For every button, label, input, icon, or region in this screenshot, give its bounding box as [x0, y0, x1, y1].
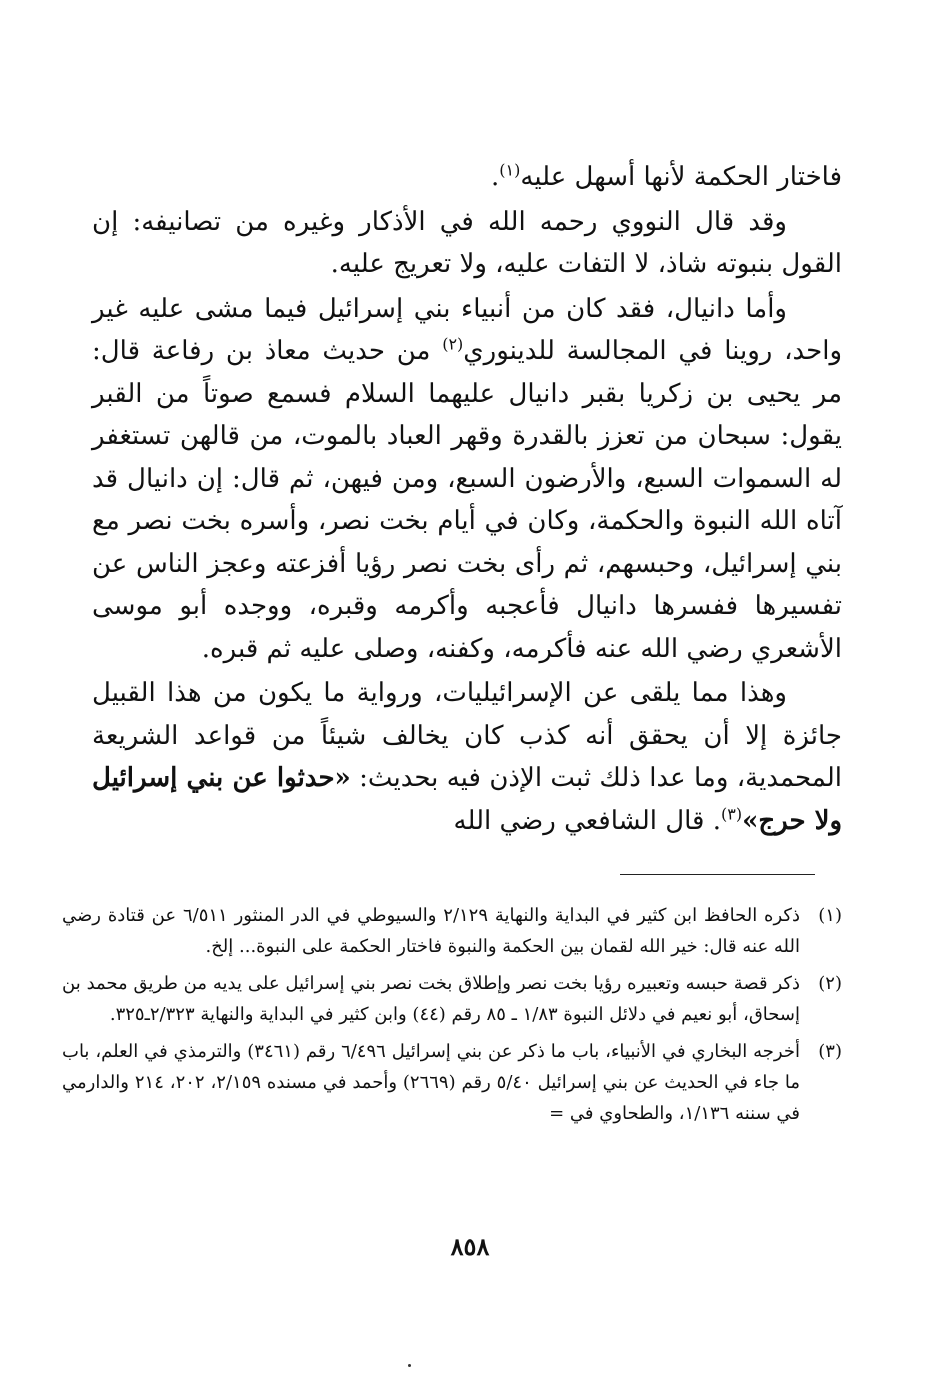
- paragraph-1-end: .: [491, 162, 500, 192]
- paragraph-4-after: . قال الشافعي رضي الله: [453, 805, 722, 836]
- page-number: ٨٥٨: [450, 1232, 490, 1261]
- footnote-1: [62, 900, 842, 962]
- paragraph-3-before: وأما دانيال، فقد كان من أنبياء بني إسرائيل فيما مشى عليه غير واحد، روينا في المجالسة للدينوري: [92, 293, 842, 366]
- footnote-3: [62, 1036, 842, 1129]
- footnote-2: [62, 968, 842, 1030]
- paragraph-4-before: وهذا مما يلقى عن الإسرائيليات، ورواية ما يكون من هذا القبيل جائزة إلا أن يحقق أنه كذب كان يخالف شيئاً من قواعد الشريعة المحمدية، وما عدا ذلك ثبت الإذن فيه بحديث:: [92, 678, 842, 793]
- footnote-number: (١): [818, 905, 842, 926]
- hadith-quote: «حدثوا عن بني إسرائيل ولا حرج»: [92, 763, 842, 836]
- paragraph-3: [92, 288, 842, 671]
- main-text: [92, 156, 842, 842]
- scan-speck: [408, 1364, 411, 1367]
- paragraph-1-text: فاختار الحكمة لأنها أسهل عليه: [520, 162, 842, 192]
- footnote-text: ذكره الحافظ ابن كثير في البداية والنهاية ٢/١٢٩ والسيوطي في الدر المنثور ٦/٥١١ عن قتادة رضي الله عنه قال: خير الله لقمان بين الحكمة والنبوة فاختار الحكمة على النبوة... إلخ.: [62, 905, 801, 957]
- footnote-text: أخرجه البخاري في الأنبياء، باب ما ذكر عن بني إسرائيل ٦/٤٩٦ رقم (٣٤٦١) والترمذي في العلم، باب ما جاء في الحديث عن بني إسرائيل ٥/٤٠ رقم (٢٦٦٩) وأحمد في مسنده ٢/١٥٩، ٢٠٢، ٢١٤ والدارمي في سننه ١/١٣٦، والطحاوي في =: [62, 1041, 800, 1124]
- footnote-number: (٣): [818, 1041, 842, 1062]
- paragraph-2: وقد قال النووي رحمه الله في الأذكار وغيره من تصانيفه: إن القول بنبوته شاذ، لا التفات عليه، ولا تعريج عليه.: [92, 206, 842, 279]
- footnote-divider: [620, 874, 815, 875]
- footnote-ref-3: (٣): [721, 803, 743, 823]
- paragraph-4: [92, 672, 842, 842]
- footnote-ref-1: (١): [499, 160, 521, 180]
- footnote-ref-2: (٢): [442, 334, 464, 354]
- paragraph-1: [92, 156, 842, 199]
- footnote-number: (٢): [818, 973, 842, 994]
- paragraph-3-after: من حديث معاذ بن رفاعة قال: مر يحيى بن زكريا بقبر دانيال عليهما السلام فسمع صوتاً من القبر يقول: سبحان من تعزز بالقدرة وقهر العباد بالموت، من قالهن تستغفر له السموات السبع، والأرضون السبع، ومن فيهن، ثم قال: إن دانيال قد آتاه الله النبوة والحكمة، وكان في أيام بخت نصر، وأسره بخت نصر مع بني إسرائيل، وحبسهم، ثم رأى بخت نصر رؤيا أفزعته وعجز الناس عن تفسيرها ففسرها دانيال فأعجبه وأكرمه وقبره، ووجده أبو موسى الأشعري رضي الله عنه فأكرمه، وكفنه، وصلى عليه ثم قبره.: [92, 336, 843, 664]
- footnotes: [62, 900, 842, 1135]
- footnote-text: ذكر قصة حبسه وتعبيره رؤيا بخت نصر وإطلاق بخت نصر بني إسرائيل على يديه من طريق محمد بن إسحاق، أبو نعيم في دلائل النبوة ١/٨٣ ـ ٨٥ رقم (٤٤) وابن كثير في البداية والنهاية ٢/٣٢٣ـ٣٢٥.: [62, 973, 800, 1025]
